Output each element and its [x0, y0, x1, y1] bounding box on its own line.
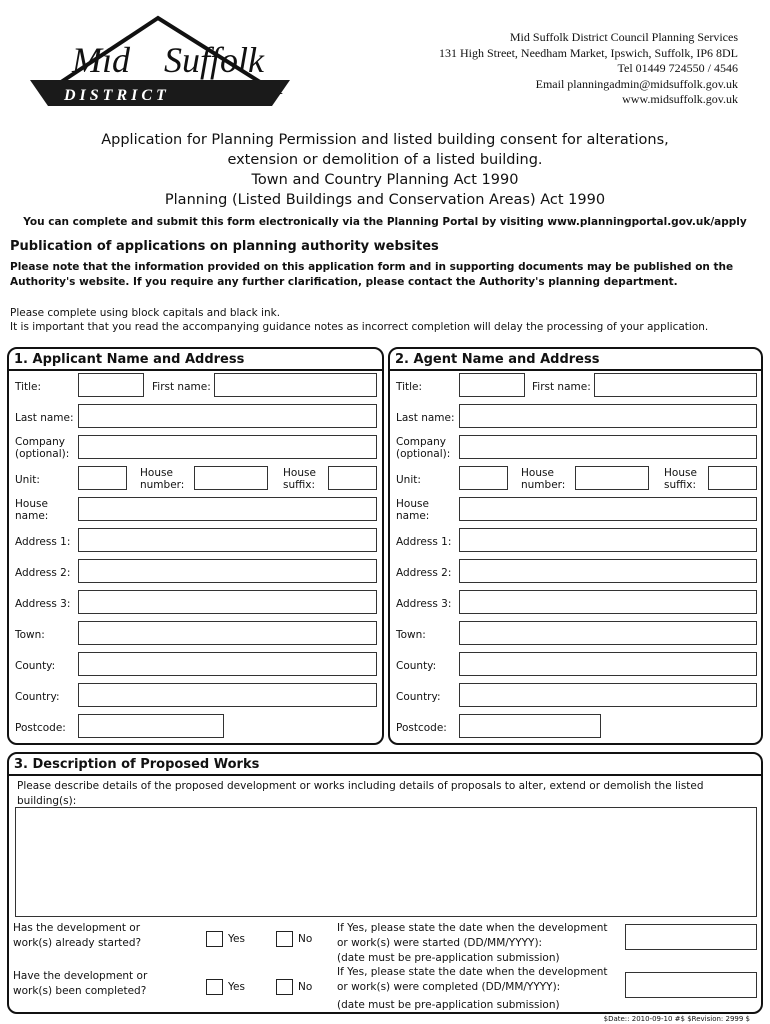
completed-date-line-1: If Yes, please state the date when the development: [337, 966, 608, 978]
agent-house-number-field[interactable]: [575, 466, 649, 490]
applicant-town-label: Town:: [15, 629, 45, 641]
company-label-line-1: Company: [396, 436, 446, 448]
agent-postcode-field[interactable]: [459, 714, 601, 738]
agent-postcode-label: Postcode:: [396, 722, 447, 734]
works-started-question: [13, 921, 141, 951]
council-address: 131 High Street, Needham Market, Ipswich, Suffolk, IP6 8DL: [438, 45, 738, 60]
started-question-line-2: work(s) already started?: [13, 937, 142, 949]
applicant-town-field[interactable]: [78, 621, 377, 645]
form-title: [0, 130, 770, 210]
applicant-county-field[interactable]: [78, 652, 377, 676]
council-web: www.midsuffolk.gov.uk: [622, 92, 738, 106]
applicant-postcode-field[interactable]: [78, 714, 224, 738]
applicant-address3-field[interactable]: [78, 590, 377, 614]
applicant-heading: 1. Applicant Name and Address: [14, 352, 245, 367]
svg-text:Mid: Mid: [72, 40, 130, 80]
instructions-line-1: Please complete using block capitals and black ink.: [10, 307, 281, 319]
house-suffix-label-line-2: suffix:: [664, 479, 697, 491]
applicant-unit-label: Unit:: [15, 474, 40, 486]
agent-house-number-label: [521, 467, 565, 491]
works-prompt-line-2: building(s):: [17, 795, 77, 807]
works-heading: 3. Description of Proposed Works: [14, 757, 260, 772]
applicant-country-label: Country:: [15, 691, 60, 703]
agent-last-name-label: Last name:: [396, 412, 455, 424]
house-name-label-line-1: House: [15, 498, 48, 510]
agent-house-name-field[interactable]: [459, 497, 757, 521]
applicant-house-name-field[interactable]: [78, 497, 377, 521]
started-date-line-2: or work(s) were started (DD/MM/YYYY):: [337, 937, 543, 949]
house-number-label-line-2: number:: [140, 479, 185, 491]
completed-date-line-3: (date must be pre-application submission): [337, 999, 560, 1011]
form-title-line-4: Planning (Listed Buildings and Conservation Areas) Act 1990: [164, 192, 606, 208]
house-suffix-label-line-1: House: [664, 467, 697, 479]
company-label-line-2: (optional):: [15, 448, 70, 460]
applicant-house-suffix-field[interactable]: [328, 466, 377, 490]
started-no-label: No: [298, 933, 313, 945]
works-prompt: [17, 779, 747, 809]
council-address-block: [439, 30, 738, 108]
agent-address1-field[interactable]: [459, 528, 757, 552]
started-date-instructions: [337, 921, 622, 966]
publication-note-line-1: Please note that the information provided on this application form and in supporting documents may be published on the: [10, 261, 734, 273]
completion-instructions: [10, 306, 760, 334]
publication-heading: Publication of applications on planning authority websites: [10, 239, 439, 254]
svg-text:Suffolk: Suffolk: [164, 40, 264, 80]
agent-address3-field[interactable]: [459, 590, 757, 614]
planning-portal-note: You can complete and submit this form electronically via the Planning Portal by visiting www.planningportal.gov.uk/apply: [23, 216, 747, 228]
house-number-label-line-2: number:: [521, 479, 566, 491]
agent-title-field[interactable]: [459, 373, 525, 397]
agent-first-name-field[interactable]: [594, 373, 757, 397]
applicant-section: [7, 347, 384, 745]
agent-county-field[interactable]: [459, 652, 757, 676]
started-yes-label: Yes: [228, 933, 245, 945]
started-date-field[interactable]: [625, 924, 757, 950]
agent-address2-field[interactable]: [459, 559, 757, 583]
agent-house-name-label: [396, 498, 429, 522]
section-divider: [9, 369, 382, 371]
agent-country-field[interactable]: [459, 683, 757, 707]
section-divider: [9, 774, 761, 776]
company-label-line-1: Company: [15, 436, 65, 448]
agent-house-suffix-field[interactable]: [708, 466, 757, 490]
agent-address2-label: Address 2:: [396, 567, 452, 579]
applicant-address3-label: Address 3:: [15, 598, 71, 610]
house-number-label-line-1: House: [140, 467, 173, 479]
revision-footer: $Date:: 2010-09-10 #$ $Revision: 2999 $: [603, 1015, 750, 1023]
applicant-house-number-label: [140, 467, 184, 491]
works-section: [7, 752, 763, 1014]
agent-county-label: County:: [396, 660, 437, 672]
started-date-line-1: If Yes, please state the date when the development: [337, 922, 608, 934]
applicant-company-label: [15, 436, 69, 460]
applicant-country-field[interactable]: [78, 683, 377, 707]
completed-no-checkbox[interactable]: [276, 979, 293, 995]
house-suffix-label-line-1: House: [283, 467, 316, 479]
agent-title-label: Title:: [396, 381, 423, 393]
completed-yes-label: Yes: [228, 981, 245, 993]
council-name: Mid Suffolk District Council Planning Services: [509, 30, 738, 44]
applicant-last-name-label: Last name:: [15, 412, 74, 424]
completed-date-field[interactable]: [625, 972, 757, 998]
started-question-line-1: Has the development or: [13, 922, 141, 934]
agent-town-label: Town:: [396, 629, 426, 641]
applicant-title-label: Title:: [15, 381, 42, 393]
agent-town-field[interactable]: [459, 621, 757, 645]
applicant-house-number-field[interactable]: [194, 466, 268, 490]
publication-note-line-2: Authority's website. If you require any further clarification, please contact the Authority's planning department.: [10, 276, 678, 288]
agent-unit-label: Unit:: [396, 474, 421, 486]
council-tel: Tel 01449 724550 / 4546: [617, 61, 738, 75]
applicant-title-field[interactable]: [78, 373, 144, 397]
applicant-first-name-label: First name:: [152, 381, 211, 393]
applicant-county-label: County:: [15, 660, 56, 672]
agent-heading: 2. Agent Name and Address: [395, 352, 600, 367]
completed-no-label: No: [298, 981, 313, 993]
completed-yes-checkbox[interactable]: [206, 979, 223, 995]
applicant-house-suffix-label: [283, 467, 316, 491]
agent-section: [388, 347, 763, 745]
house-name-label-line-2: name:: [15, 510, 49, 522]
works-prompt-line-1: Please describe details of the proposed development or works including details of proposals to alter, extend or demolish the listed: [17, 780, 704, 792]
agent-last-name-field[interactable]: [459, 404, 757, 428]
completed-date-line-2: or work(s) were completed (DD/MM/YYYY):: [337, 981, 561, 993]
applicant-house-name-label: [15, 498, 48, 522]
form-title-line-3: Town and Country Planning Act 1990: [251, 172, 519, 188]
agent-house-suffix-label: [664, 467, 697, 491]
applicant-first-name-field[interactable]: [214, 373, 377, 397]
applicant-address1-label: Address 1:: [15, 536, 71, 548]
applicant-address2-field[interactable]: [78, 559, 377, 583]
applicant-address1-field[interactable]: [78, 528, 377, 552]
agent-company-field[interactable]: [459, 435, 757, 459]
completed-question-line-1: Have the development or: [13, 970, 148, 982]
mid-suffolk-logo: [28, 14, 293, 118]
works-description-textarea[interactable]: [15, 807, 757, 917]
company-label-line-2: (optional):: [396, 448, 451, 460]
house-suffix-label-line-2: suffix:: [283, 479, 316, 491]
agent-address1-label: Address 1:: [396, 536, 452, 548]
started-yes-checkbox[interactable]: [206, 931, 223, 947]
agent-first-name-label: First name:: [532, 381, 591, 393]
svg-text:D I S T R I C T: D I S T R I C T: [64, 87, 166, 104]
started-no-checkbox[interactable]: [276, 931, 293, 947]
applicant-last-name-field[interactable]: [78, 404, 377, 428]
council-email: Email planningadmin@midsuffolk.gov.uk: [535, 76, 738, 91]
agent-country-label: Country:: [396, 691, 441, 703]
instructions-line-2: It is important that you read the accompanying guidance notes as incorrect completion will delay the processing of your application.: [10, 321, 709, 333]
applicant-unit-field[interactable]: [78, 466, 127, 490]
completed-question-line-2: work(s) been completed?: [13, 985, 147, 997]
applicant-company-field[interactable]: [78, 435, 377, 459]
house-number-label-line-1: House: [521, 467, 554, 479]
agent-unit-field[interactable]: [459, 466, 508, 490]
house-name-label-line-2: name:: [396, 510, 430, 522]
section-divider: [390, 369, 761, 371]
agent-address3-label: Address 3:: [396, 598, 452, 610]
applicant-postcode-label: Postcode:: [15, 722, 66, 734]
publication-note: [10, 260, 750, 290]
house-name-label-line-1: House: [396, 498, 429, 510]
form-title-line-1: Application for Planning Permission and listed building consent for alterations,: [101, 132, 669, 148]
form-title-line-2: extension or demolition of a listed building.: [227, 152, 543, 168]
agent-company-label: [396, 436, 450, 460]
started-date-line-3: (date must be pre-application submission): [337, 952, 560, 964]
applicant-address2-label: Address 2:: [15, 567, 71, 579]
completed-date-instructions: [337, 965, 622, 1013]
works-completed-question: [13, 969, 147, 999]
